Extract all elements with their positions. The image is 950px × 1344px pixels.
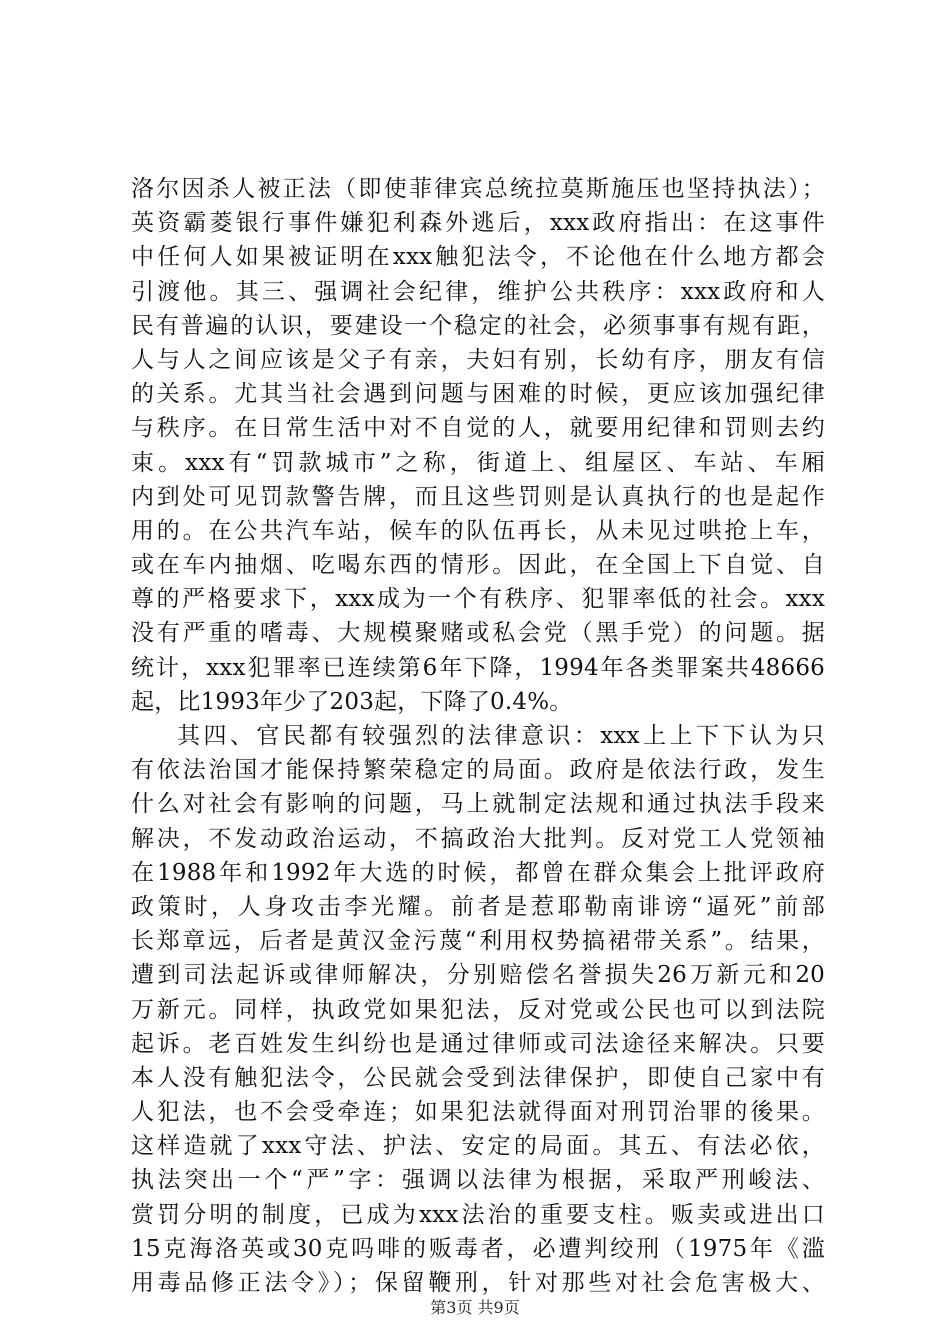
text-line: 与秩序。在日常生活中对不自觉的人，就要用纪律和罚则去约 (131, 415, 825, 442)
text-line: 15克海洛英或30克吗啡的贩毒者，必遭判绞刑（1975年《滥 (131, 1235, 825, 1262)
text-line: 政策时，人身攻击李光耀。前者是惹耶勒南诽谤“逼死”前部 (131, 893, 825, 920)
text-line: 洛尔因杀人被正法（即使菲律宾总统拉莫斯施压也坚持执法）； (131, 176, 825, 202)
text-line: 解决，不发动政治运动，不搞政治大批判。反对党工人党领袖 (131, 825, 825, 852)
text-line: 没有严重的嗜毒、大规模聚赌或私会党（黑手党）的问题。据 (131, 620, 825, 647)
text-line: 引渡他。其三、强调社会纪律，维护公共秩序：xxx政府和人 (131, 278, 825, 305)
text-line: 本人没有触犯法令，公民就会受到法律保护，即使自己家中有 (131, 1064, 825, 1091)
text-line: 人与人之间应该是父子有亲，夫妇有别，长幼有序，朋友有信 (131, 346, 825, 373)
text-line: 赏罚分明的制度，已成为xxx法治的重要支柱。贩卖或进出口 (131, 1201, 825, 1228)
text-line: 民有普遍的认识，要建设一个稳定的社会，必须事事有规有距， (131, 312, 825, 339)
text-line: 或在车内抽烟、吃喝东西的情形。因此，在全国上下自觉、自 (131, 552, 825, 579)
text-line: 的关系。尤其当社会遇到问题与困难的时候，更应该加强纪律 (131, 381, 825, 408)
text-line: 起诉。老百姓发生纠纷也是通过律师或司法途径来解决。只要 (131, 1030, 825, 1057)
text-line: 有依法治国才能保持繁荣稳定的局面。政府是依法行政，发生 (131, 757, 825, 784)
text-line: 人犯法，也不会受牵连；如果犯法就得面对刑罚治罪的後果。 (131, 1099, 825, 1126)
text-line: 长郑章远，后者是黄汉金污蔑“利用权势搞裙带关系”。结果， (131, 928, 825, 955)
text-line: 统计，xxx犯罪率已连续第6年下降，1994年各类罪案共48666 (131, 654, 825, 681)
text-line: 在1988年和1992年大选的时候，都曾在群众集会上批评政府 (131, 859, 825, 886)
text-line: 起，比1993年少了203起，下降了0.4%。 (131, 688, 573, 715)
body-text (131, 172, 825, 1300)
page-number-footer: 第3页 共9页 (430, 1298, 520, 1317)
text-line: 遭到司法起诉或律师解决，分别赔偿名誉损失26万新元和20 (131, 962, 825, 989)
text-line: 束。xxx有“罚款城市”之称，街道上、组屋区、车站、车厢 (131, 449, 825, 476)
text-line: 用的。在公共汽车站，候车的队伍再长，从未见过哄抢上车， (131, 517, 825, 544)
text-line: 这样造就了xxx守法、护法、安定的局面。其五、有法必依， (131, 1133, 825, 1160)
text-line: 中任何人如果被证明在xxx触犯法令，不论他在什么地方都会 (131, 244, 825, 271)
text-line: 尊的严格要求下，xxx成为一个有秩序、犯罪率低的社会。xxx (131, 586, 825, 613)
text-line: 万新元。同样，执政党如果犯法，反对党或公民也可以到法院 (131, 996, 825, 1023)
text-line: 其四、官民都有较强烈的法律意识：xxx上上下下认为只 (177, 723, 825, 749)
text-line: 执法突出一个“严”字：强调以法律为根据，采取严刑峻法、 (131, 1167, 825, 1194)
text-line: 用毒品修正法令》）；保留鞭刑，针对那些对社会危害极大、 (131, 1270, 825, 1296)
text-line: 内到处可见罚款警告牌，而且这些罚则是认真执行的也是起作 (131, 483, 825, 510)
text-line: 什么对社会有影响的问题，马上就制定法规和通过执法手段来 (131, 791, 825, 818)
text-line: 英资霸菱银行事件嫌犯利森外逃后，xxx政府指出：在这事件 (131, 210, 825, 237)
